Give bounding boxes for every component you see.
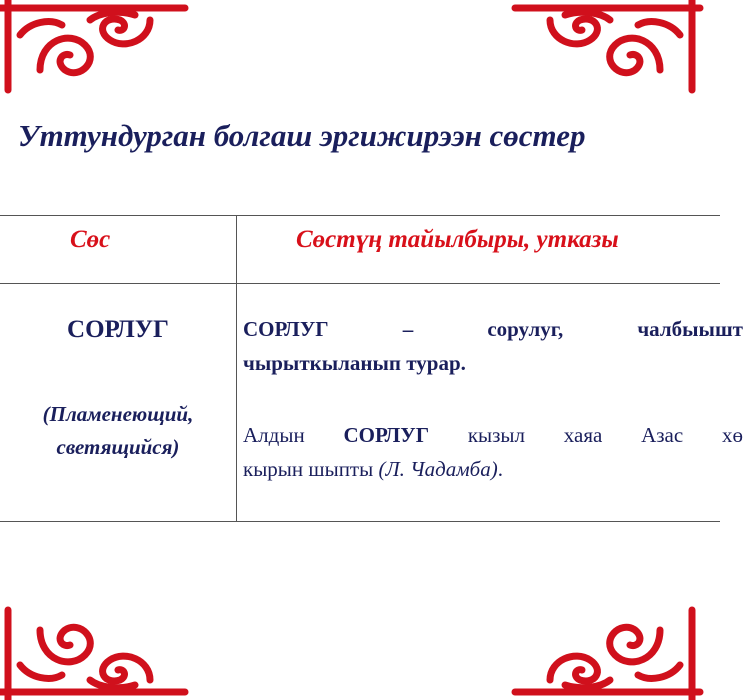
example-end: . <box>497 457 503 481</box>
example-text: кырын шыпты <box>243 457 379 481</box>
example-line <box>243 452 743 486</box>
definition-line: чырыткыланып турар. <box>243 351 466 375</box>
definition-dash: – <box>402 317 414 341</box>
example-word: кызыл <box>467 423 526 447</box>
translation-line: (Пламенеющий, <box>42 402 194 426</box>
example-citation: (Л. Чадамба) <box>378 457 498 481</box>
example-word: Алдын <box>243 423 305 447</box>
corner-ornament-top-right <box>510 0 700 95</box>
corner-ornament-bottom-left <box>0 605 190 700</box>
page-title: Уттундурган болгаш эргижирээн сөстер <box>18 118 586 153</box>
column-header-word: Сөс <box>70 226 111 253</box>
definition-term: СОРЛУГ <box>243 317 329 341</box>
header-divider <box>0 283 720 284</box>
term: СОРЛУГ <box>67 316 169 343</box>
example-word: Азас <box>641 423 684 447</box>
example-word: хаяа <box>563 423 603 447</box>
column-header-meaning: Сөстүң тайылбыры, утказы <box>296 226 619 253</box>
example-line <box>243 418 743 452</box>
example-word: хө <box>721 423 743 447</box>
example-term: СОРЛУГ <box>343 423 430 447</box>
definition-word: чалбыышт <box>637 317 743 341</box>
corner-ornament-top-left <box>0 0 190 95</box>
column-divider <box>236 216 237 521</box>
term-meaning <box>243 312 743 486</box>
translation-line: светящийся) <box>56 435 180 459</box>
vocabulary-table <box>0 215 743 522</box>
definition-word: сорулуг, <box>487 317 564 341</box>
definition-line <box>243 312 743 346</box>
term-translation <box>0 398 236 464</box>
corner-ornament-bottom-right <box>510 605 700 700</box>
